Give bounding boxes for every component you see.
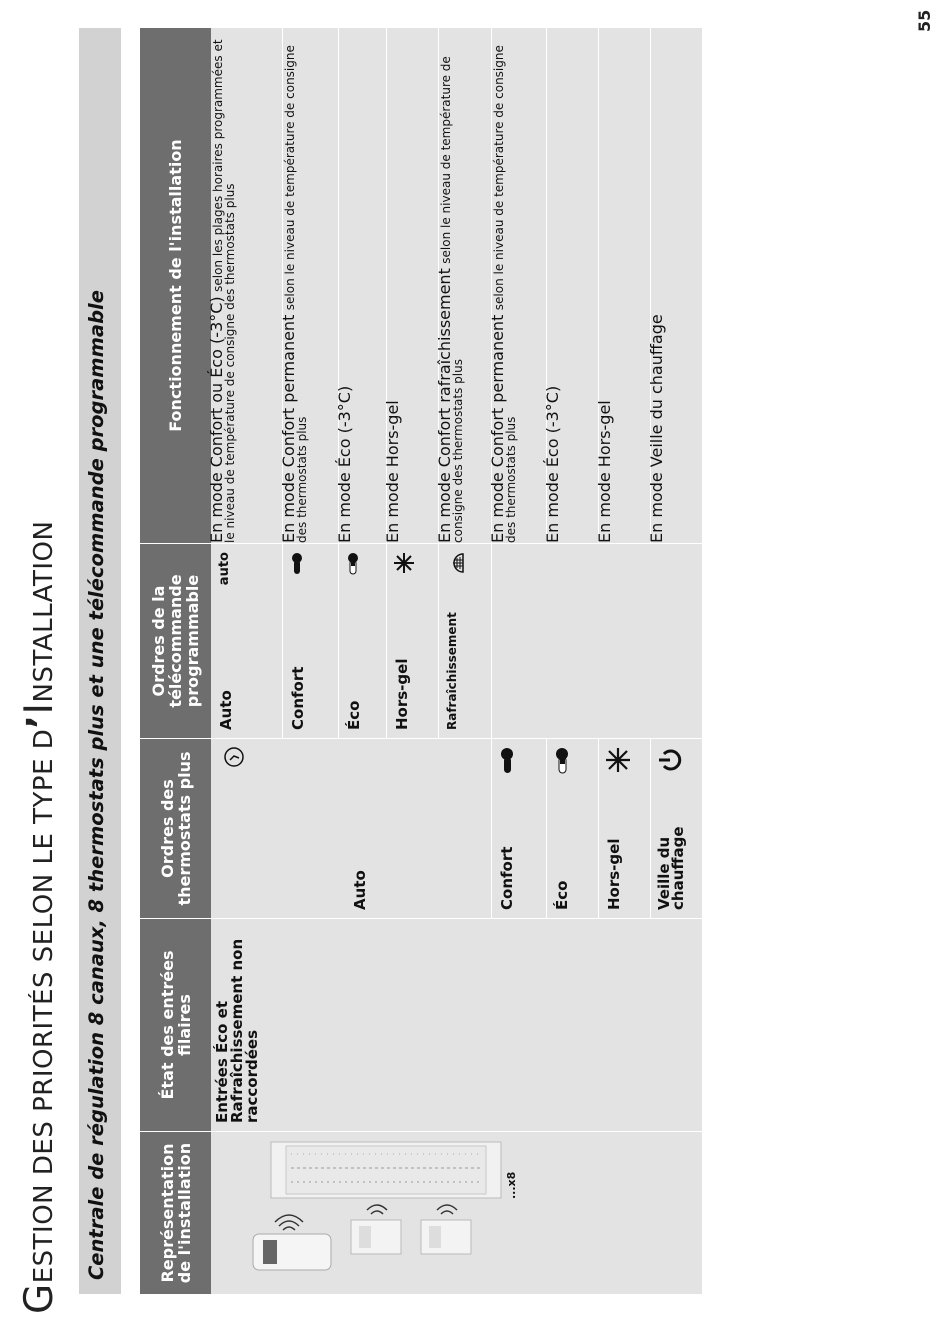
auto-label-icon: auto — [217, 552, 232, 586]
function-cell — [334, 28, 386, 544]
function-main: En mode Confort permanent — [487, 314, 507, 543]
etat-entrees-cell — [211, 919, 703, 1132]
function-main: En mode Confort ou Éco (-3°C) — [207, 296, 226, 543]
function-cell — [278, 28, 338, 544]
header-representation: Représentation de l'installation — [140, 1132, 211, 1295]
function-detail: selon le niveau de température de consigne des thermostats plus — [491, 45, 518, 543]
thermostat-order-eco-cell — [547, 739, 599, 919]
thermostat-plus-icon — [351, 1205, 471, 1254]
remote-order-horsgel: Hors-gel — [392, 658, 411, 730]
function-detail: selon les plages horaires programmées et le niveau de température de consigne des thermostats plus — [211, 39, 237, 543]
power-icon — [657, 747, 687, 773]
function-cell — [487, 28, 547, 544]
function-main: En mode Confort rafraîchissement — [434, 268, 454, 543]
thermostat-order-horsgel: Hors-gel — [605, 838, 623, 910]
thermometer-low-icon — [345, 552, 365, 576]
subtitle-bar — [79, 28, 121, 1294]
thermostat-order-veille-cell — [651, 739, 703, 919]
title-text: ESTION DES PRIORITÉS SELON LE TYPE D — [29, 728, 59, 1284]
installation-illustration — [211, 1132, 702, 1294]
snowflake-icon — [605, 747, 635, 773]
thermometer-full-icon — [498, 747, 520, 775]
function-main: En mode Éco (-3°C) — [334, 385, 354, 543]
remote-order-empty-cell — [491, 544, 703, 739]
remote-order-auto-cell — [211, 544, 282, 739]
header-etat-entrees: État des entrées filaires — [140, 919, 211, 1132]
function-cell — [207, 28, 282, 544]
table-header-row — [140, 28, 211, 1295]
title-apostrophe: ’ — [20, 714, 61, 729]
etat-entrees-value: Entrées Éco et Rafraîchissement non raccordées — [213, 938, 261, 1123]
thermometer-full-icon — [289, 552, 309, 576]
thermostat-order-horsgel-cell — [599, 739, 651, 919]
function-main: En mode Hors-gel — [382, 400, 402, 543]
function-cell — [595, 28, 651, 544]
remote-order-confort: Confort — [288, 666, 307, 730]
title-end-text: NSTALLATION — [29, 520, 59, 703]
remote-order-eco: Éco — [344, 700, 363, 730]
remote-order-horsgel-cell — [386, 544, 438, 739]
installation-representation — [211, 1132, 703, 1295]
priority-table — [140, 27, 703, 1294]
function-cell — [434, 28, 491, 544]
page-title — [17, 414, 62, 1314]
thermometer-low-icon — [553, 747, 575, 775]
clock-icon — [223, 746, 249, 768]
thermostat-order-confort-cell — [491, 739, 547, 919]
function-cell — [382, 28, 438, 544]
thermostat-order-veille: Veille du chauffage — [655, 826, 687, 910]
header-ordres-thermostats: Ordres des thermostats plus — [140, 739, 211, 919]
thermostat-order-eco: Éco — [553, 880, 571, 910]
subtitle: Centrale de régulation 8 canaux, 8 thermostats plus et une télécommande programmable — [85, 290, 108, 1280]
thermostat-order-confort: Confort — [497, 846, 516, 910]
function-main: En mode Éco (-3°C) — [543, 385, 562, 543]
remote-order-rafraichissement: Rafraîchissement — [444, 612, 459, 730]
function-main: En mode Confort permanent — [278, 314, 298, 543]
remote-order-confort-cell — [282, 544, 338, 739]
thermostat-order-auto: Auto — [351, 870, 370, 910]
title-initial: G — [17, 1283, 62, 1314]
remote-order-eco-cell — [338, 544, 386, 739]
remote-control-icon — [253, 1215, 331, 1270]
header-fonctionnement: Fonctionnement de l'installation — [140, 28, 211, 544]
function-main: En mode Hors-gel — [595, 400, 614, 543]
thermostat-order-auto-cell — [211, 739, 491, 919]
function-cell — [543, 28, 599, 544]
cooling-icon — [445, 552, 469, 574]
page-number: 55 — [915, 9, 934, 32]
function-detail: selon le niveau de température de consigne des thermostats plus — [438, 56, 465, 543]
snowflake-icon — [393, 552, 419, 574]
function-cell — [647, 28, 703, 544]
function-main: En mode Veille du chauffage — [647, 314, 666, 543]
title-second-initial: I — [17, 702, 62, 715]
remote-order-auto: Auto — [217, 690, 235, 730]
table-row — [211, 28, 282, 1295]
remote-order-rafraichissement-cell — [438, 544, 491, 739]
multiplier-label: ...x8 — [505, 1171, 518, 1199]
function-detail: selon le niveau de température de consigne des thermostats plus — [282, 45, 309, 543]
control-unit-icon — [271, 1142, 501, 1198]
header-ordres-telecommande: Ordres de la télécommande programmable — [140, 544, 211, 739]
